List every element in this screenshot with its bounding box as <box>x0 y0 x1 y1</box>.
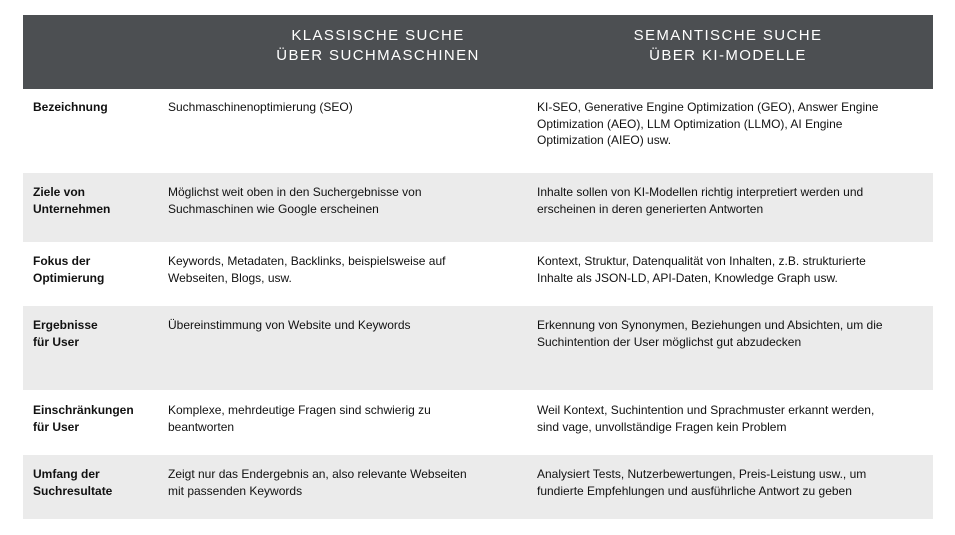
cell-classic: Keywords, Metadaten, Backlinks, beispielsweise auf Webseiten, Blogs, usw. <box>168 254 446 285</box>
row-label: Ergebnisse für User <box>33 318 98 349</box>
table-row-einschraenkungen <box>23 390 933 455</box>
table-row-umfang <box>23 455 933 519</box>
cell-classic: Übereinstimmung von Website und Keywords <box>168 318 411 332</box>
table-row-ziele <box>23 173 933 242</box>
table-header <box>23 15 933 89</box>
comparison-table <box>23 15 933 519</box>
row-label: Umfang der Suchresultate <box>33 467 113 498</box>
row-label: Fokus der Optimierung <box>33 254 105 285</box>
table-row-bezeichnung <box>23 89 933 173</box>
table-row-ergebnisse <box>23 306 933 390</box>
cell-semantic: Kontext, Struktur, Datenqualität von Inhalten, z.B. strukturierte Inhalte als JSON-LD, API-Daten, Knowledge Graph usw. <box>537 254 866 285</box>
cell-semantic: Inhalte sollen von KI-Modellen richtig interpretiert werden und erscheinen in deren generierten Antworten <box>537 185 864 216</box>
cell-classic: Zeigt nur das Endergebnis an, also relevante Webseiten mit passenden Keywords <box>168 467 467 498</box>
header-classic-search: KLASSISCHE SUCHE ÜBER SUCHMASCHINEN <box>276 27 480 64</box>
cell-classic: Komplexe, mehrdeutige Fragen sind schwierig zu beantworten <box>168 403 431 434</box>
cell-semantic: Analysiert Tests, Nutzerbewertungen, Preis-Leistung usw., um fundierte Empfehlungen und ausführliche Antwort zu geben <box>537 467 867 498</box>
table-row-fokus <box>23 242 933 306</box>
row-label: Ziele von Unternehmen <box>33 185 111 216</box>
cell-semantic: Erkennung von Synonymen, Beziehungen und Absichten, um die Suchintention der User möglichst gut abzudecken <box>537 318 883 349</box>
cell-classic: Suchmaschinenoptimierung (SEO) <box>168 100 353 114</box>
row-label: Bezeichnung <box>33 100 108 114</box>
row-label: Einschränkungen für User <box>33 403 134 434</box>
cell-semantic: Weil Kontext, Suchintention und Sprachmuster erkannt werden, sind vage, unvollständige Fragen kein Problem <box>537 403 875 434</box>
header-semantic-search: SEMANTISCHE SUCHE ÜBER KI-MODELLE <box>633 27 823 64</box>
cell-classic: Möglichst weit oben in den Suchergebnisse von Suchmaschinen wie Google erscheinen <box>168 185 422 216</box>
cell-semantic: KI-SEO, Generative Engine Optimization (GEO), Answer Engine Optimization (AEO), LLM Optimization (LLMO), AI Engine Optimization (AIEO) usw. <box>537 100 879 147</box>
